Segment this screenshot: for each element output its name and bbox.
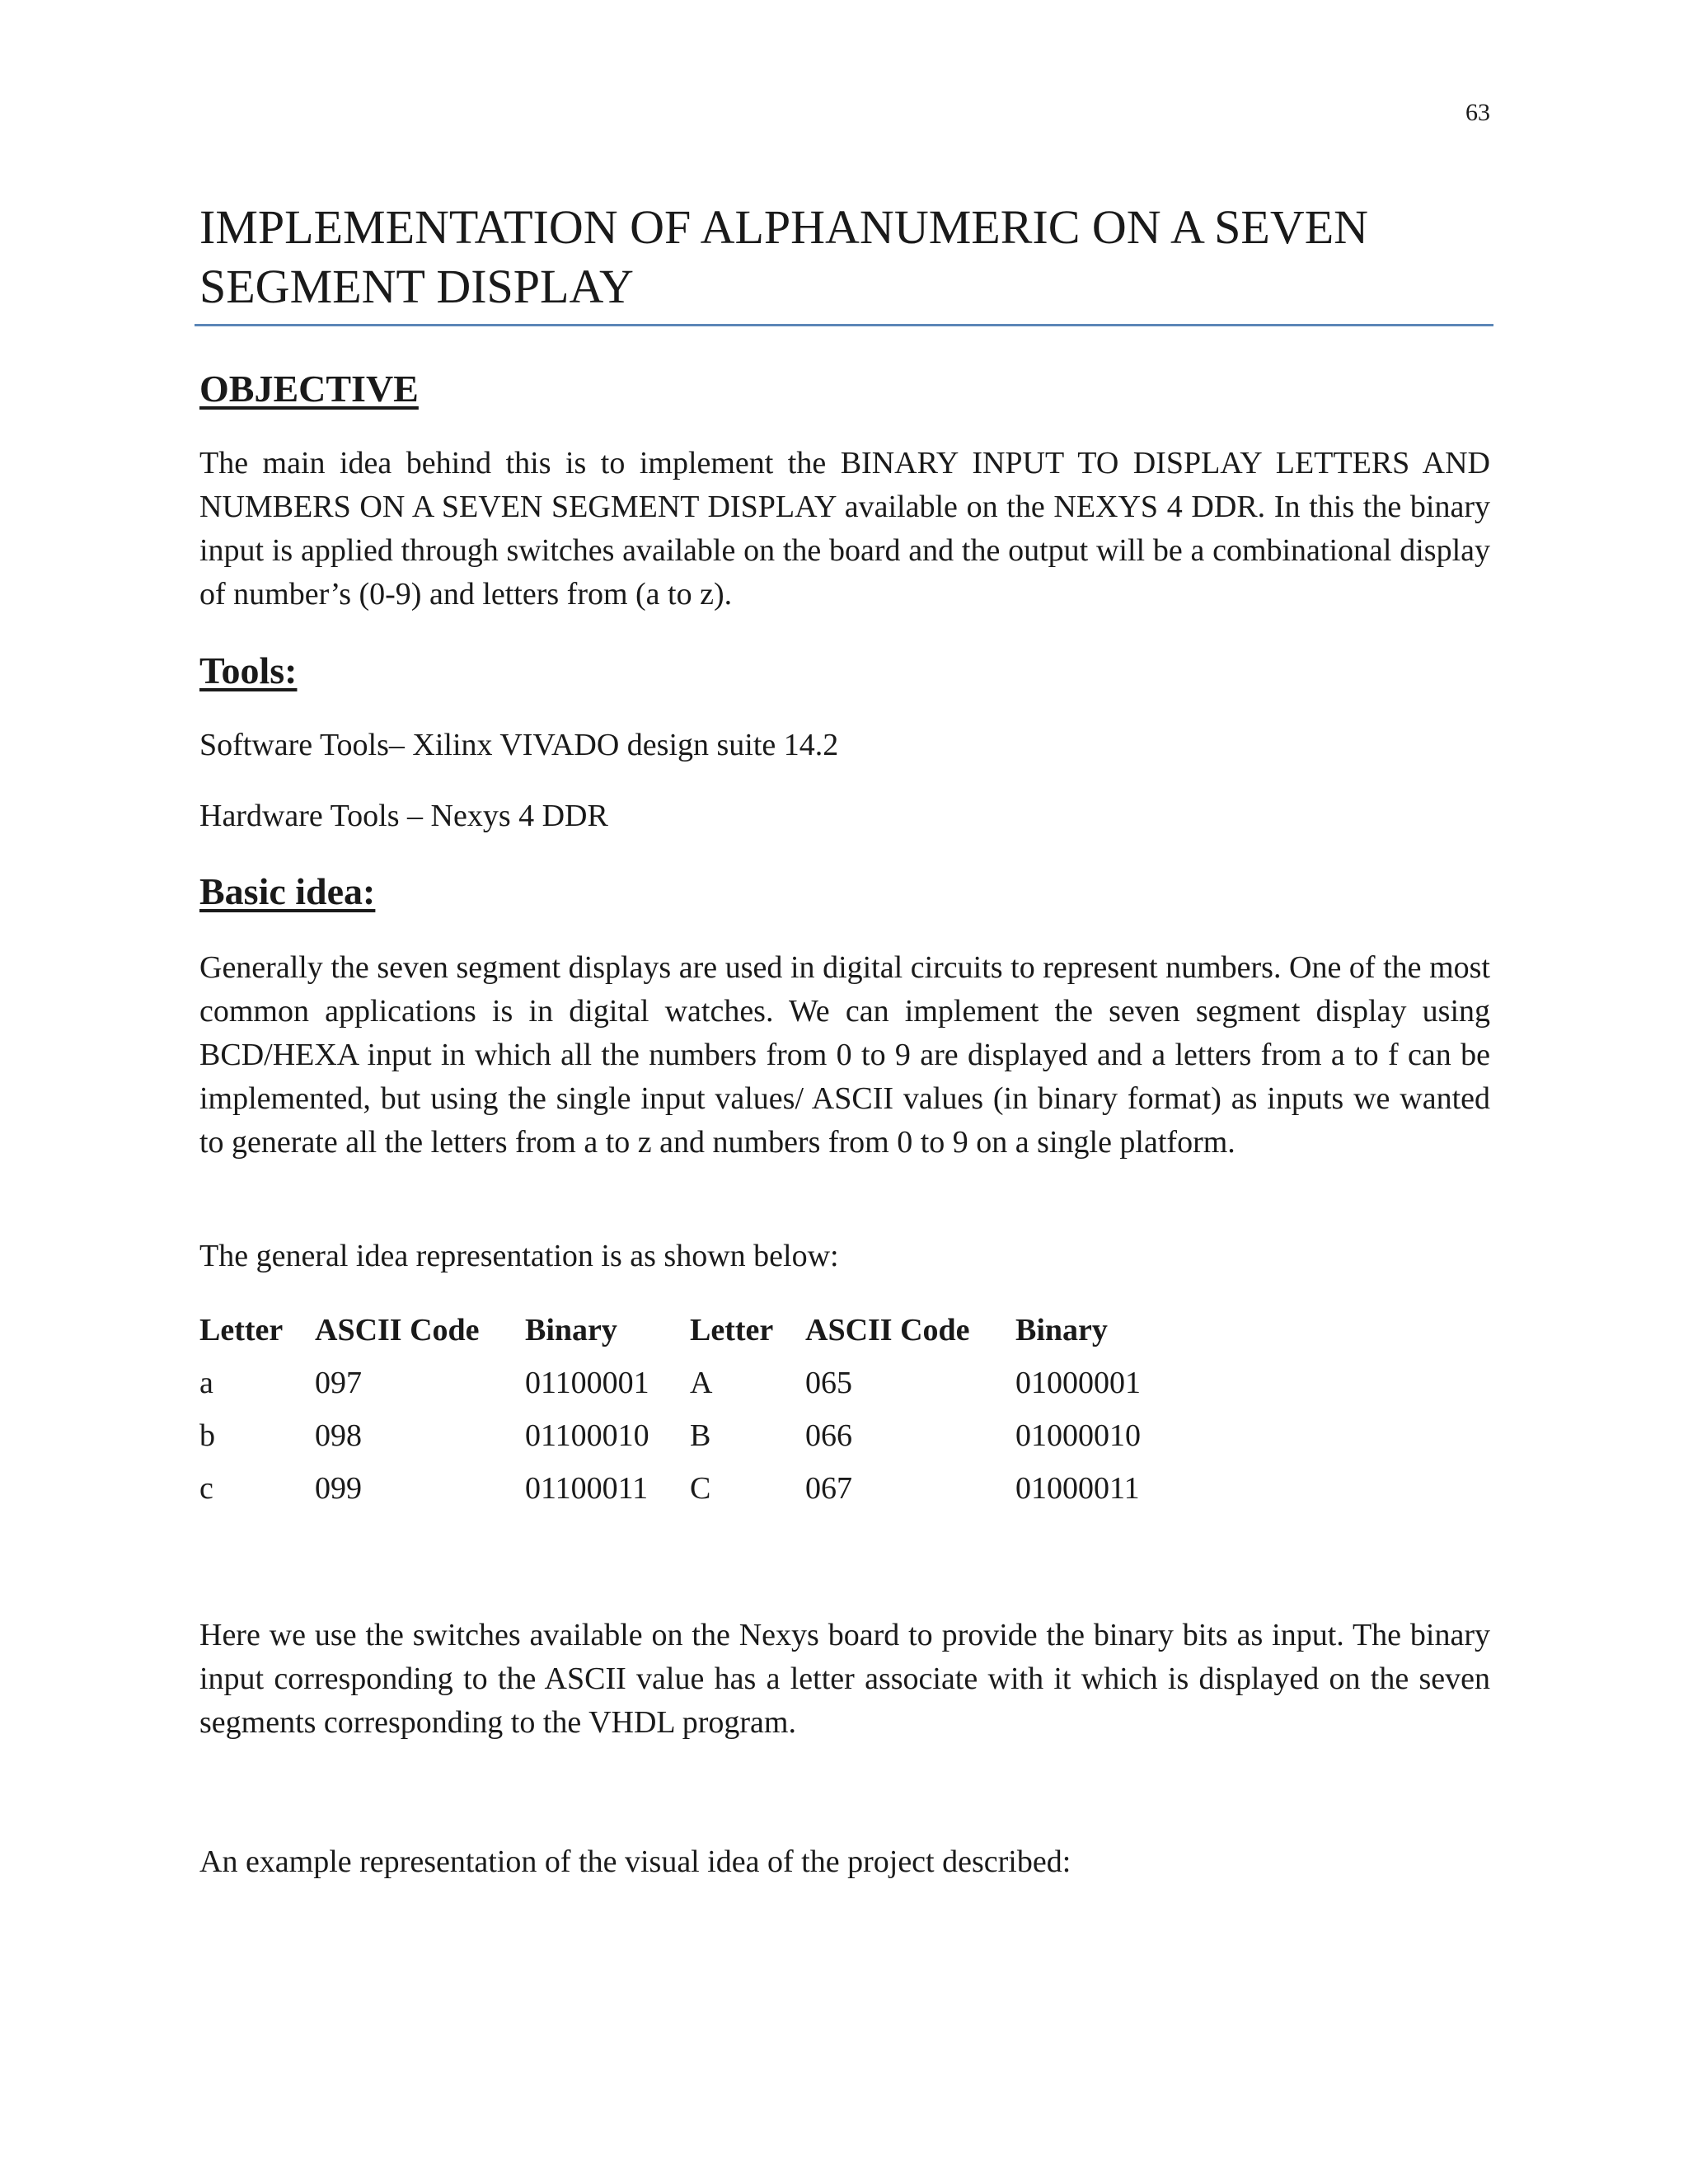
- table-cell: 098: [315, 1418, 362, 1453]
- table-cell: 01100011: [525, 1471, 649, 1506]
- example-intro-text: An example representation of the visual idea of the project described:: [199, 1844, 1071, 1879]
- table-intro-text: The general idea representation is as shown below:: [199, 1239, 839, 1273]
- table-cell: b: [199, 1418, 215, 1453]
- table-row: [199, 1470, 1180, 1523]
- basic-idea-heading: Basic idea:: [199, 870, 376, 912]
- column-header: Letter: [199, 1313, 284, 1347]
- table-cell: 099: [315, 1471, 362, 1506]
- table-cell: 066: [805, 1418, 852, 1453]
- switches-paragraph: Here we use the switches available on the Nexys board to provide the binary bits as input. The binary input corresponding to the ASCII value has a letter associate with it which is displayed on the seven segments corresponding to the VHDL program.: [199, 1618, 1490, 1740]
- table-row: [199, 1365, 1180, 1418]
- table-cell: 01000010: [1015, 1418, 1141, 1453]
- column-header: Binary: [525, 1313, 617, 1347]
- table-cell: 067: [805, 1471, 852, 1506]
- table-cell: a: [199, 1366, 213, 1400]
- table-cell: 01000011: [1015, 1471, 1140, 1506]
- column-header: Letter: [690, 1313, 774, 1347]
- objective-heading: OBJECTIVE: [199, 368, 419, 410]
- ascii-code-table: [199, 1312, 1180, 1523]
- table-cell: c: [199, 1471, 213, 1506]
- table-cell: 01000001: [1015, 1366, 1141, 1400]
- table-cell: A: [690, 1366, 713, 1400]
- hardware-tools-text: Hardware Tools – Nexys 4 DDR: [199, 799, 608, 833]
- table-cell: 065: [805, 1366, 852, 1400]
- tools-heading: Tools:: [199, 649, 298, 691]
- table-cell: 097: [315, 1366, 362, 1400]
- table-cell: C: [690, 1471, 711, 1506]
- table-cell: 01100010: [525, 1418, 649, 1453]
- page-title: IMPLEMENTATION OF ALPHANUMERIC ON A SEVEN SEGMENT DISPLAY: [199, 200, 1369, 313]
- objective-paragraph: The main idea behind this is to implement the BINARY INPUT TO DISPLAY LETTERS AND NUMBERS ON A SEVEN SEGMENT DISPLAY available on the NEXYS 4 DDR. In this the binary input is applied through switches available on the board and the output will be a combinational display of number’s (0-9) and letters from (a to z).: [199, 446, 1490, 612]
- page-number: 63: [1465, 99, 1490, 126]
- column-header: ASCII Code: [805, 1313, 970, 1347]
- column-header: ASCII Code: [315, 1313, 480, 1347]
- table-header-row: [199, 1312, 1180, 1365]
- column-header: Binary: [1015, 1313, 1108, 1347]
- table-row: [199, 1418, 1180, 1470]
- table-cell: B: [690, 1418, 711, 1453]
- basic-idea-paragraph: Generally the seven segment displays are used in digital circuits to represent numbers. One of the most common applications is in digital watches. We can implement the seven segment display using BCD/HEXA input in which all the numbers from 0 to 9 are displayed and a letters from a to f can be implemented, but using the single input values/ ASCII values (in binary format) as inputs we wanted to generate all the letters from a to z and numbers from 0 to 9 on a single platform.: [199, 950, 1490, 1160]
- title-divider: [195, 324, 1493, 326]
- software-tools-text: Software Tools– Xilinx VIVADO design suite 14.2: [199, 728, 839, 762]
- table-cell: 01100001: [525, 1366, 649, 1400]
